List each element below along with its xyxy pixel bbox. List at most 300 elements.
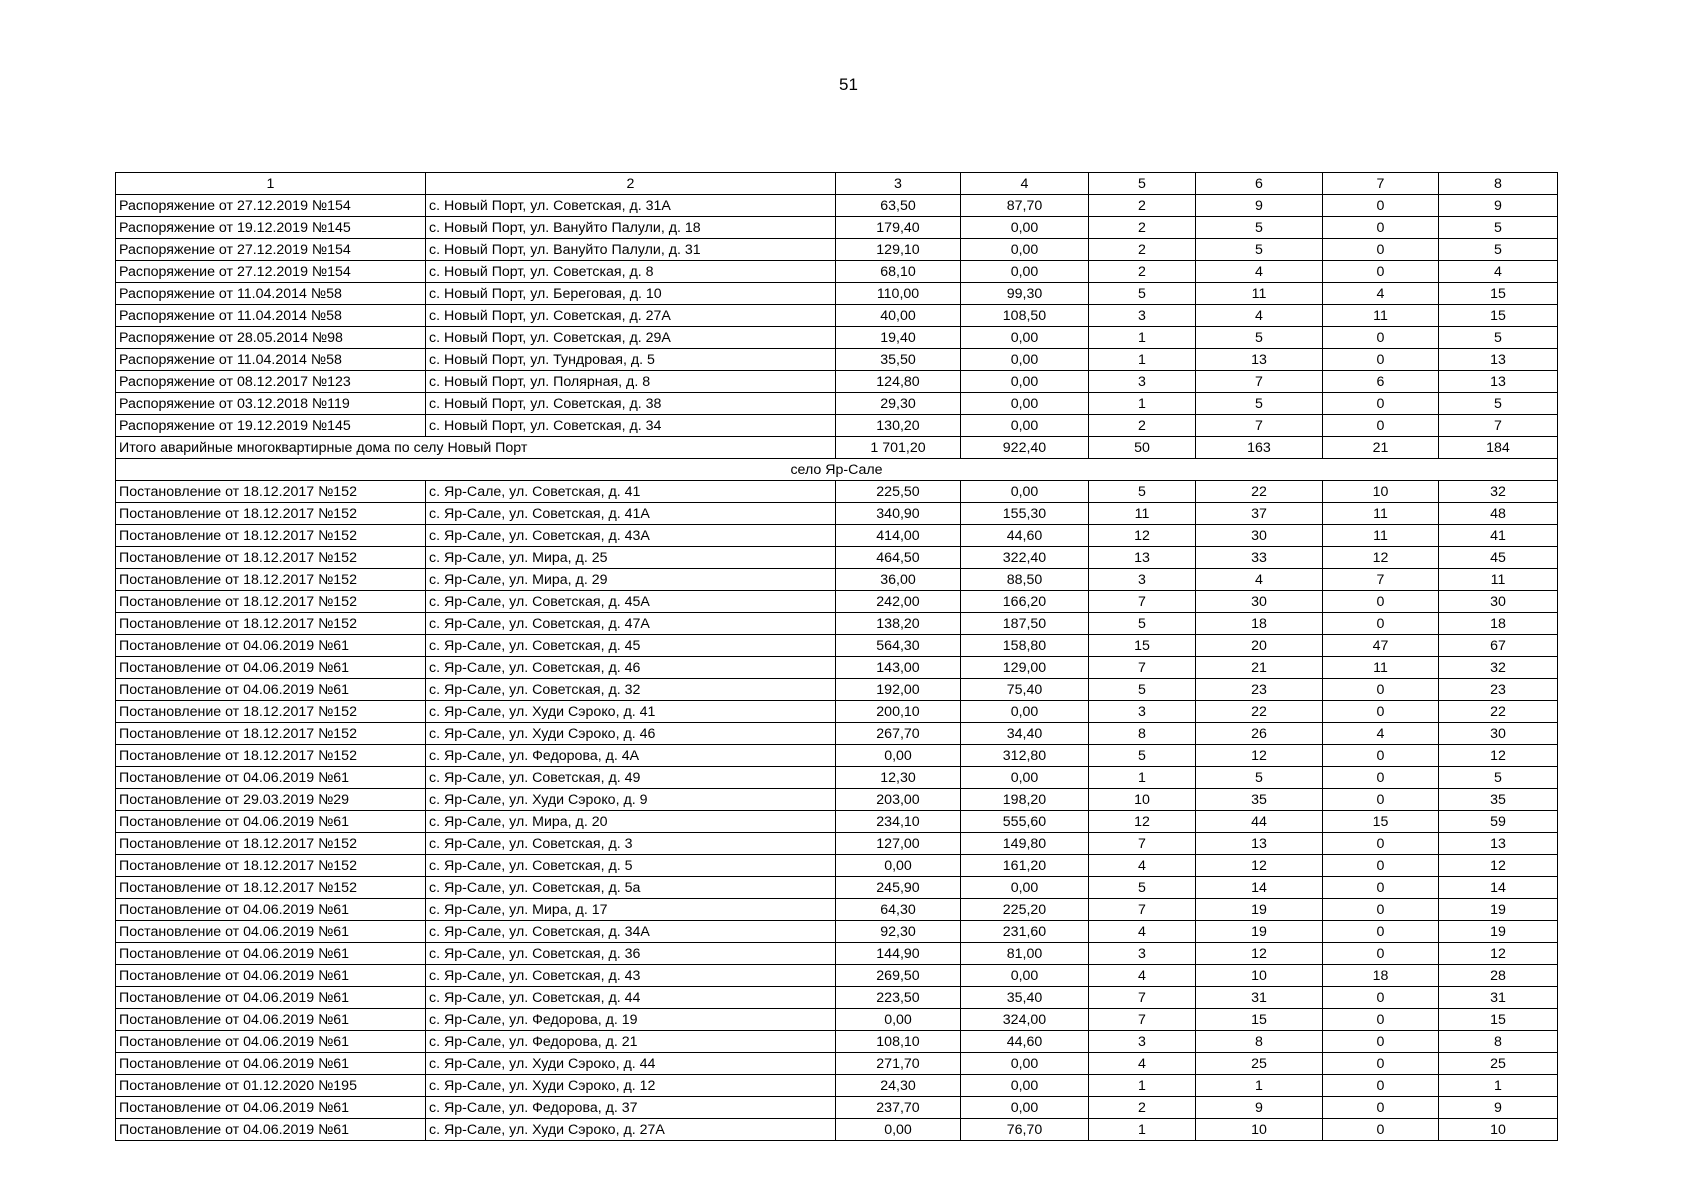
value-cell: 5	[1196, 327, 1323, 349]
value-cell: 30	[1439, 591, 1558, 613]
value-cell: 18	[1439, 613, 1558, 635]
header-cell: 4	[961, 173, 1089, 195]
value-cell: 18	[1323, 965, 1439, 987]
value-cell: 2	[1089, 195, 1196, 217]
value-cell: 3	[1089, 1031, 1196, 1053]
value-cell: 0	[1323, 591, 1439, 613]
value-cell: 15	[1439, 305, 1558, 327]
value-cell: 59	[1439, 811, 1558, 833]
value-cell: 0	[1323, 195, 1439, 217]
document-cell: Постановление от 04.06.2019 №61	[116, 679, 426, 701]
value-cell: 13	[1196, 349, 1323, 371]
document-cell: Постановление от 04.06.2019 №61	[116, 921, 426, 943]
value-cell: 225,20	[961, 899, 1089, 921]
value-cell: 48	[1439, 503, 1558, 525]
value-cell: 1	[1089, 349, 1196, 371]
value-cell: 8	[1439, 1031, 1558, 1053]
value-cell: 12	[1439, 943, 1558, 965]
value-cell: 9	[1196, 195, 1323, 217]
address-cell: с. Новый Порт, ул. Советская, д. 34	[426, 415, 836, 437]
table-row	[116, 877, 1558, 899]
value-cell: 34,40	[961, 723, 1089, 745]
value-cell: 0	[1323, 217, 1439, 239]
value-cell: 13	[1439, 833, 1558, 855]
value-cell: 2	[1089, 239, 1196, 261]
value-cell: 15	[1323, 811, 1439, 833]
document-cell: Распоряжение от 03.12.2018 №119	[116, 393, 426, 415]
value-cell: 143,00	[836, 657, 961, 679]
value-cell: 3	[1089, 305, 1196, 327]
value-cell: 242,00	[836, 591, 961, 613]
total-value-cell: 922,40	[961, 437, 1089, 459]
value-cell: 12	[1196, 745, 1323, 767]
total-row	[116, 437, 1558, 459]
header-cell: 8	[1439, 173, 1558, 195]
document-cell: Постановление от 18.12.2017 №152	[116, 481, 426, 503]
document-cell: Распоряжение от 11.04.2014 №58	[116, 305, 426, 327]
value-cell: 0,00	[961, 701, 1089, 723]
value-cell: 13	[1439, 349, 1558, 371]
value-cell: 2	[1089, 261, 1196, 283]
value-cell: 245,90	[836, 877, 961, 899]
value-cell: 0,00	[961, 1097, 1089, 1119]
value-cell: 0,00	[836, 745, 961, 767]
value-cell: 41	[1439, 525, 1558, 547]
address-cell: с. Яр-Сале, ул. Мира, д. 17	[426, 899, 836, 921]
section-title: село Яр-Сале	[116, 459, 1558, 481]
value-cell: 13	[1196, 833, 1323, 855]
value-cell: 92,30	[836, 921, 961, 943]
address-cell: с. Яр-Сале, ул. Федорова, д. 19	[426, 1009, 836, 1031]
document-cell: Постановление от 04.06.2019 №61	[116, 943, 426, 965]
value-cell: 26	[1196, 723, 1323, 745]
value-cell: 99,30	[961, 283, 1089, 305]
value-cell: 19	[1439, 899, 1558, 921]
document-cell: Постановление от 01.12.2020 №195	[116, 1075, 426, 1097]
total-value-cell: 1 701,20	[836, 437, 961, 459]
document-cell: Распоряжение от 19.12.2019 №145	[116, 415, 426, 437]
header-cell: 3	[836, 173, 961, 195]
address-cell: с. Яр-Сале, ул. Федорова, д. 21	[426, 1031, 836, 1053]
value-cell: 1	[1089, 767, 1196, 789]
value-cell: 200,10	[836, 701, 961, 723]
table-row	[116, 1053, 1558, 1075]
document-cell: Постановление от 04.06.2019 №61	[116, 965, 426, 987]
value-cell: 0	[1323, 1097, 1439, 1119]
value-cell: 0,00	[961, 239, 1089, 261]
table-row	[116, 635, 1558, 657]
value-cell: 4	[1196, 305, 1323, 327]
document-cell: Постановление от 29.03.2019 №29	[116, 789, 426, 811]
header-cell: 6	[1196, 173, 1323, 195]
value-cell: 3	[1089, 943, 1196, 965]
table-row	[116, 679, 1558, 701]
housing-table	[115, 172, 1558, 1141]
table-row	[116, 569, 1558, 591]
address-cell: с. Яр-Сале, ул. Худи Сэроко, д. 46	[426, 723, 836, 745]
value-cell: 1	[1089, 1075, 1196, 1097]
value-cell: 5	[1196, 767, 1323, 789]
document-cell: Постановление от 18.12.2017 №152	[116, 547, 426, 569]
value-cell: 11	[1089, 503, 1196, 525]
value-cell: 11	[1196, 283, 1323, 305]
value-cell: 12	[1439, 855, 1558, 877]
value-cell: 3	[1089, 371, 1196, 393]
value-cell: 324,00	[961, 1009, 1089, 1031]
address-cell: с. Яр-Сале, ул. Мира, д. 29	[426, 569, 836, 591]
value-cell: 15	[1439, 1009, 1558, 1031]
value-cell: 22	[1439, 701, 1558, 723]
address-cell: с. Яр-Сале, ул. Худи Сэроко, д. 41	[426, 701, 836, 723]
document-cell: Постановление от 04.06.2019 №61	[116, 1009, 426, 1031]
value-cell: 5	[1439, 767, 1558, 789]
value-cell: 5	[1089, 745, 1196, 767]
address-cell: с. Яр-Сале, ул. Советская, д. 45	[426, 635, 836, 657]
table-row	[116, 965, 1558, 987]
value-cell: 31	[1196, 987, 1323, 1009]
document-cell: Постановление от 04.06.2019 №61	[116, 1119, 426, 1141]
value-cell: 564,30	[836, 635, 961, 657]
value-cell: 0,00	[961, 371, 1089, 393]
value-cell: 0,00	[961, 261, 1089, 283]
address-cell: с. Новый Порт, ул. Советская, д. 27А	[426, 305, 836, 327]
value-cell: 15	[1196, 1009, 1323, 1031]
value-cell: 0	[1323, 1119, 1439, 1141]
document-cell: Постановление от 04.06.2019 №61	[116, 657, 426, 679]
value-cell: 108,50	[961, 305, 1089, 327]
value-cell: 4	[1323, 723, 1439, 745]
table-row	[116, 613, 1558, 635]
table-row	[116, 393, 1558, 415]
document-cell: Распоряжение от 08.12.2017 №123	[116, 371, 426, 393]
value-cell: 234,10	[836, 811, 961, 833]
value-cell: 9	[1196, 1097, 1323, 1119]
value-cell: 35	[1439, 789, 1558, 811]
value-cell: 7	[1089, 657, 1196, 679]
document-cell: Распоряжение от 11.04.2014 №58	[116, 349, 426, 371]
value-cell: 0	[1323, 877, 1439, 899]
value-cell: 5	[1089, 481, 1196, 503]
value-cell: 5	[1089, 877, 1196, 899]
value-cell: 25	[1196, 1053, 1323, 1075]
table-row	[116, 789, 1558, 811]
address-cell: с. Яр-Сале, ул. Советская, д. 5	[426, 855, 836, 877]
value-cell: 2	[1089, 217, 1196, 239]
value-cell: 10	[1196, 1119, 1323, 1141]
address-cell: с. Яр-Сале, ул. Советская, д. 5а	[426, 877, 836, 899]
header-cell: 7	[1323, 173, 1439, 195]
address-cell: с. Новый Порт, ул. Советская, д. 8	[426, 261, 836, 283]
table-row	[116, 921, 1558, 943]
document-cell: Постановление от 04.06.2019 №61	[116, 987, 426, 1009]
value-cell: 414,00	[836, 525, 961, 547]
value-cell: 0	[1323, 767, 1439, 789]
value-cell: 271,70	[836, 1053, 961, 1075]
value-cell: 7	[1089, 1009, 1196, 1031]
value-cell: 29,30	[836, 393, 961, 415]
address-cell: с. Новый Порт, ул. Советская, д. 29А	[426, 327, 836, 349]
value-cell: 45	[1439, 547, 1558, 569]
value-cell: 12	[1323, 547, 1439, 569]
document-cell: Постановление от 18.12.2017 №152	[116, 855, 426, 877]
table-row	[116, 745, 1558, 767]
value-cell: 35	[1196, 789, 1323, 811]
document-cell: Постановление от 18.12.2017 №152	[116, 701, 426, 723]
value-cell: 81,00	[961, 943, 1089, 965]
value-cell: 0	[1323, 921, 1439, 943]
value-cell: 124,80	[836, 371, 961, 393]
value-cell: 0	[1323, 349, 1439, 371]
value-cell: 19,40	[836, 327, 961, 349]
value-cell: 0,00	[961, 1075, 1089, 1097]
value-cell: 203,00	[836, 789, 961, 811]
value-cell: 5	[1196, 239, 1323, 261]
value-cell: 0,00	[961, 415, 1089, 437]
address-cell: с. Яр-Сале, ул. Худи Сэроко, д. 27А	[426, 1119, 836, 1141]
address-cell: с. Яр-Сале, ул. Советская, д. 34А	[426, 921, 836, 943]
value-cell: 223,50	[836, 987, 961, 1009]
address-cell: с. Яр-Сале, ул. Советская, д. 47А	[426, 613, 836, 635]
value-cell: 0,00	[836, 855, 961, 877]
address-cell: с. Новый Порт, ул. Вануйто Палули, д. 31	[426, 239, 836, 261]
value-cell: 0,00	[961, 481, 1089, 503]
value-cell: 340,90	[836, 503, 961, 525]
value-cell: 8	[1196, 1031, 1323, 1053]
value-cell: 5	[1089, 679, 1196, 701]
value-cell: 0	[1323, 393, 1439, 415]
value-cell: 7	[1196, 371, 1323, 393]
value-cell: 30	[1439, 723, 1558, 745]
document-cell: Постановление от 18.12.2017 №152	[116, 877, 426, 899]
value-cell: 5	[1439, 393, 1558, 415]
value-cell: 25	[1439, 1053, 1558, 1075]
value-cell: 0	[1323, 1053, 1439, 1075]
value-cell: 267,70	[836, 723, 961, 745]
value-cell: 24,30	[836, 1075, 961, 1097]
address-cell: с. Яр-Сале, ул. Советская, д. 43	[426, 965, 836, 987]
value-cell: 1	[1196, 1075, 1323, 1097]
header-cell: 5	[1089, 173, 1196, 195]
value-cell: 187,50	[961, 613, 1089, 635]
table-row	[116, 657, 1558, 679]
value-cell: 5	[1196, 217, 1323, 239]
table-row	[116, 1119, 1558, 1141]
value-cell: 0	[1323, 415, 1439, 437]
document-cell: Постановление от 04.06.2019 №61	[116, 1031, 426, 1053]
value-cell: 64,30	[836, 899, 961, 921]
value-cell: 7	[1439, 415, 1558, 437]
value-cell: 44	[1196, 811, 1323, 833]
document-cell: Постановление от 04.06.2019 №61	[116, 1097, 426, 1119]
table-row	[116, 899, 1558, 921]
value-cell: 68,10	[836, 261, 961, 283]
value-cell: 158,80	[961, 635, 1089, 657]
value-cell: 4	[1196, 569, 1323, 591]
total-value-cell: 21	[1323, 437, 1439, 459]
value-cell: 0	[1323, 789, 1439, 811]
value-cell: 75,40	[961, 679, 1089, 701]
header-row	[116, 173, 1558, 195]
value-cell: 12,30	[836, 767, 961, 789]
table-row	[116, 723, 1558, 745]
table-row	[116, 1009, 1558, 1031]
value-cell: 4	[1196, 261, 1323, 283]
value-cell: 6	[1323, 371, 1439, 393]
value-cell: 15	[1439, 283, 1558, 305]
value-cell: 4	[1089, 1053, 1196, 1075]
value-cell: 32	[1439, 657, 1558, 679]
value-cell: 4	[1089, 921, 1196, 943]
value-cell: 11	[1439, 569, 1558, 591]
value-cell: 12	[1089, 811, 1196, 833]
value-cell: 11	[1323, 305, 1439, 327]
value-cell: 5	[1439, 327, 1558, 349]
document-cell: Постановление от 04.06.2019 №61	[116, 899, 426, 921]
value-cell: 555,60	[961, 811, 1089, 833]
value-cell: 0,00	[961, 327, 1089, 349]
value-cell: 269,50	[836, 965, 961, 987]
value-cell: 76,70	[961, 1119, 1089, 1141]
value-cell: 7	[1089, 833, 1196, 855]
value-cell: 0	[1323, 745, 1439, 767]
table-row	[116, 305, 1558, 327]
value-cell: 63,50	[836, 195, 961, 217]
value-cell: 7	[1089, 987, 1196, 1009]
document-cell: Распоряжение от 28.05.2014 №98	[116, 327, 426, 349]
value-cell: 22	[1196, 701, 1323, 723]
document-cell: Распоряжение от 27.12.2019 №154	[116, 195, 426, 217]
value-cell: 4	[1323, 283, 1439, 305]
value-cell: 23	[1196, 679, 1323, 701]
value-cell: 22	[1196, 481, 1323, 503]
value-cell: 4	[1439, 261, 1558, 283]
document-cell: Постановление от 04.06.2019 №61	[116, 767, 426, 789]
value-cell: 7	[1089, 591, 1196, 613]
value-cell: 0	[1323, 701, 1439, 723]
value-cell: 23	[1439, 679, 1558, 701]
value-cell: 19	[1439, 921, 1558, 943]
value-cell: 88,50	[961, 569, 1089, 591]
value-cell: 1	[1089, 393, 1196, 415]
value-cell: 7	[1089, 899, 1196, 921]
value-cell: 129,10	[836, 239, 961, 261]
document-cell: Распоряжение от 27.12.2019 №154	[116, 261, 426, 283]
table-row	[116, 547, 1558, 569]
value-cell: 155,30	[961, 503, 1089, 525]
value-cell: 0,00	[961, 217, 1089, 239]
table-row	[116, 349, 1558, 371]
value-cell: 0	[1323, 855, 1439, 877]
value-cell: 322,40	[961, 547, 1089, 569]
table-row	[116, 503, 1558, 525]
value-cell: 0,00	[961, 767, 1089, 789]
value-cell: 40,00	[836, 305, 961, 327]
value-cell: 67	[1439, 635, 1558, 657]
address-cell: с. Яр-Сале, ул. Мира, д. 25	[426, 547, 836, 569]
table-row	[116, 481, 1558, 503]
document-cell: Постановление от 04.06.2019 №61	[116, 635, 426, 657]
value-cell: 198,20	[961, 789, 1089, 811]
table-row	[116, 195, 1558, 217]
value-cell: 31	[1439, 987, 1558, 1009]
address-cell: с. Яр-Сале, ул. Советская, д. 46	[426, 657, 836, 679]
value-cell: 28	[1439, 965, 1558, 987]
address-cell: с. Новый Порт, ул. Тундровая, д. 5	[426, 349, 836, 371]
value-cell: 110,00	[836, 283, 961, 305]
value-cell: 1	[1089, 1119, 1196, 1141]
document-cell: Постановление от 18.12.2017 №152	[116, 569, 426, 591]
value-cell: 20	[1196, 635, 1323, 657]
value-cell: 9	[1439, 1097, 1558, 1119]
value-cell: 3	[1089, 569, 1196, 591]
address-cell: с. Яр-Сале, ул. Советская, д. 43А	[426, 525, 836, 547]
address-cell: с. Новый Порт, ул. Вануйто Палули, д. 18	[426, 217, 836, 239]
document-cell: Распоряжение от 11.04.2014 №58	[116, 283, 426, 305]
value-cell: 21	[1196, 657, 1323, 679]
value-cell: 12	[1196, 855, 1323, 877]
value-cell: 33	[1196, 547, 1323, 569]
value-cell: 0	[1323, 261, 1439, 283]
table-row	[116, 261, 1558, 283]
table-row	[116, 1097, 1558, 1119]
value-cell: 9	[1439, 195, 1558, 217]
value-cell: 0	[1323, 1075, 1439, 1097]
value-cell: 14	[1196, 877, 1323, 899]
value-cell: 19	[1196, 921, 1323, 943]
value-cell: 13	[1439, 371, 1558, 393]
document-cell: Распоряжение от 27.12.2019 №154	[116, 239, 426, 261]
address-cell: с. Яр-Сале, ул. Советская, д. 41	[426, 481, 836, 503]
total-label: Итого аварийные многоквартирные дома по селу Новый Порт	[116, 437, 836, 459]
value-cell: 0,00	[961, 1053, 1089, 1075]
value-cell: 129,00	[961, 657, 1089, 679]
value-cell: 12	[1196, 943, 1323, 965]
value-cell: 192,00	[836, 679, 961, 701]
document-cell: Постановление от 04.06.2019 №61	[116, 1053, 426, 1075]
value-cell: 12	[1089, 525, 1196, 547]
table-row	[116, 217, 1558, 239]
section-row	[116, 459, 1558, 481]
value-cell: 4	[1089, 855, 1196, 877]
value-cell: 127,00	[836, 833, 961, 855]
document-cell: Постановление от 04.06.2019 №61	[116, 811, 426, 833]
table-row	[116, 811, 1558, 833]
value-cell: 14	[1439, 877, 1558, 899]
value-cell: 0	[1323, 833, 1439, 855]
value-cell: 231,60	[961, 921, 1089, 943]
value-cell: 179,40	[836, 217, 961, 239]
address-cell: с. Новый Порт, ул. Полярная, д. 8	[426, 371, 836, 393]
document-cell: Постановление от 18.12.2017 №152	[116, 503, 426, 525]
address-cell: с. Яр-Сале, ул. Советская, д. 44	[426, 987, 836, 1009]
total-value-cell: 184	[1439, 437, 1558, 459]
table-row	[116, 283, 1558, 305]
value-cell: 11	[1323, 657, 1439, 679]
value-cell: 30	[1196, 591, 1323, 613]
value-cell: 5	[1089, 283, 1196, 305]
value-cell: 464,50	[836, 547, 961, 569]
value-cell: 312,80	[961, 745, 1089, 767]
value-cell: 30	[1196, 525, 1323, 547]
table-row	[116, 1031, 1558, 1053]
value-cell: 0	[1323, 679, 1439, 701]
value-cell: 166,20	[961, 591, 1089, 613]
value-cell: 36,00	[836, 569, 961, 591]
document-cell: Постановление от 18.12.2017 №152	[116, 613, 426, 635]
document-cell: Постановление от 18.12.2017 №152	[116, 745, 426, 767]
value-cell: 237,70	[836, 1097, 961, 1119]
value-cell: 130,20	[836, 415, 961, 437]
